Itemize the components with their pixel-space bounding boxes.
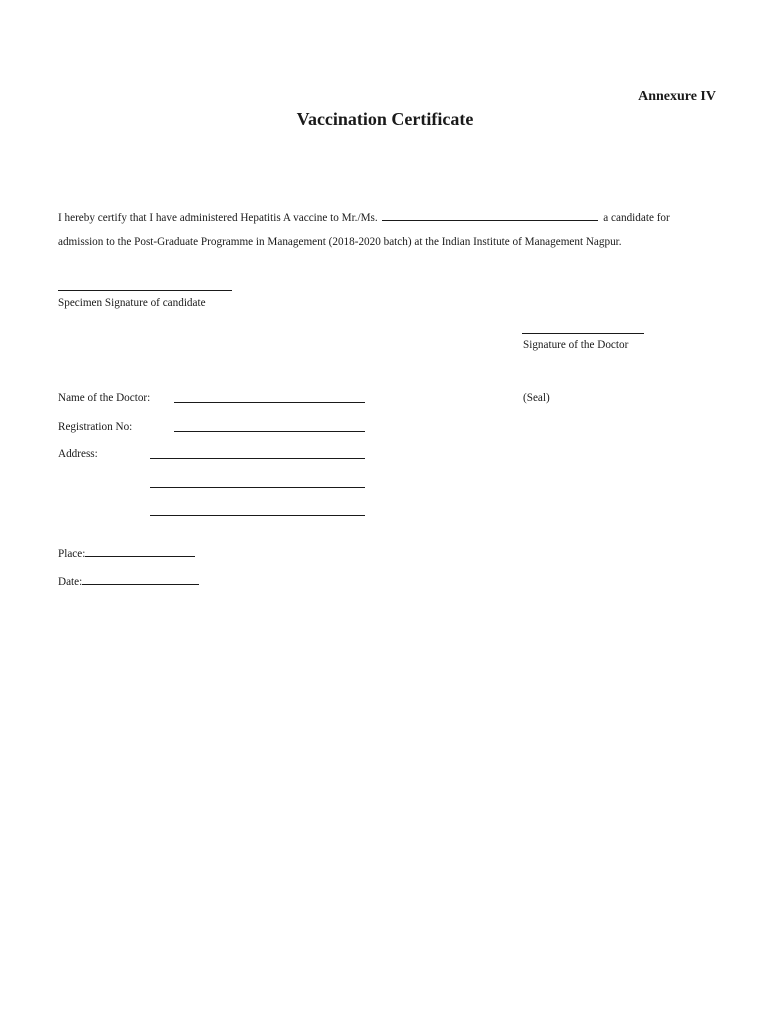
certification-prefix: I hereby certify that I have administered Hepatitis A vaccine to Mr./Ms. bbox=[58, 212, 378, 224]
date-label: Date: bbox=[58, 576, 83, 588]
place-label: Place: bbox=[58, 548, 86, 560]
doctor-name-label: Name of the Doctor: bbox=[58, 392, 151, 404]
certification-line-1 bbox=[58, 210, 718, 224]
place-line[interactable] bbox=[85, 546, 195, 557]
candidate-name-blank[interactable] bbox=[382, 210, 598, 221]
annexure-label: Annexure IV bbox=[638, 89, 716, 104]
address-line-1[interactable] bbox=[150, 458, 365, 459]
certification-suffix: a candidate for bbox=[603, 212, 670, 224]
registration-label: Registration No: bbox=[58, 421, 133, 433]
candidate-signature-line[interactable] bbox=[58, 290, 232, 291]
registration-line[interactable] bbox=[174, 431, 365, 432]
candidate-signature-label: Specimen Signature of candidate bbox=[58, 297, 206, 309]
place-field bbox=[58, 546, 195, 560]
date-line[interactable] bbox=[82, 574, 199, 585]
address-label: Address: bbox=[58, 448, 98, 460]
doctor-name-line[interactable] bbox=[174, 402, 365, 403]
date-field bbox=[58, 574, 199, 588]
certification-line-2: admission to the Post-Graduate Programme in Management (2018-2020 batch) at the Indian Institute of Management Nagpur. bbox=[58, 236, 622, 248]
address-line-2[interactable] bbox=[150, 487, 365, 488]
doctor-signature-label: Signature of the Doctor bbox=[523, 339, 629, 351]
page-title: Vaccination Certificate bbox=[296, 109, 474, 129]
seal-label: (Seal) bbox=[523, 392, 550, 404]
doctor-signature-line[interactable] bbox=[522, 333, 644, 334]
address-line-3[interactable] bbox=[150, 515, 365, 516]
